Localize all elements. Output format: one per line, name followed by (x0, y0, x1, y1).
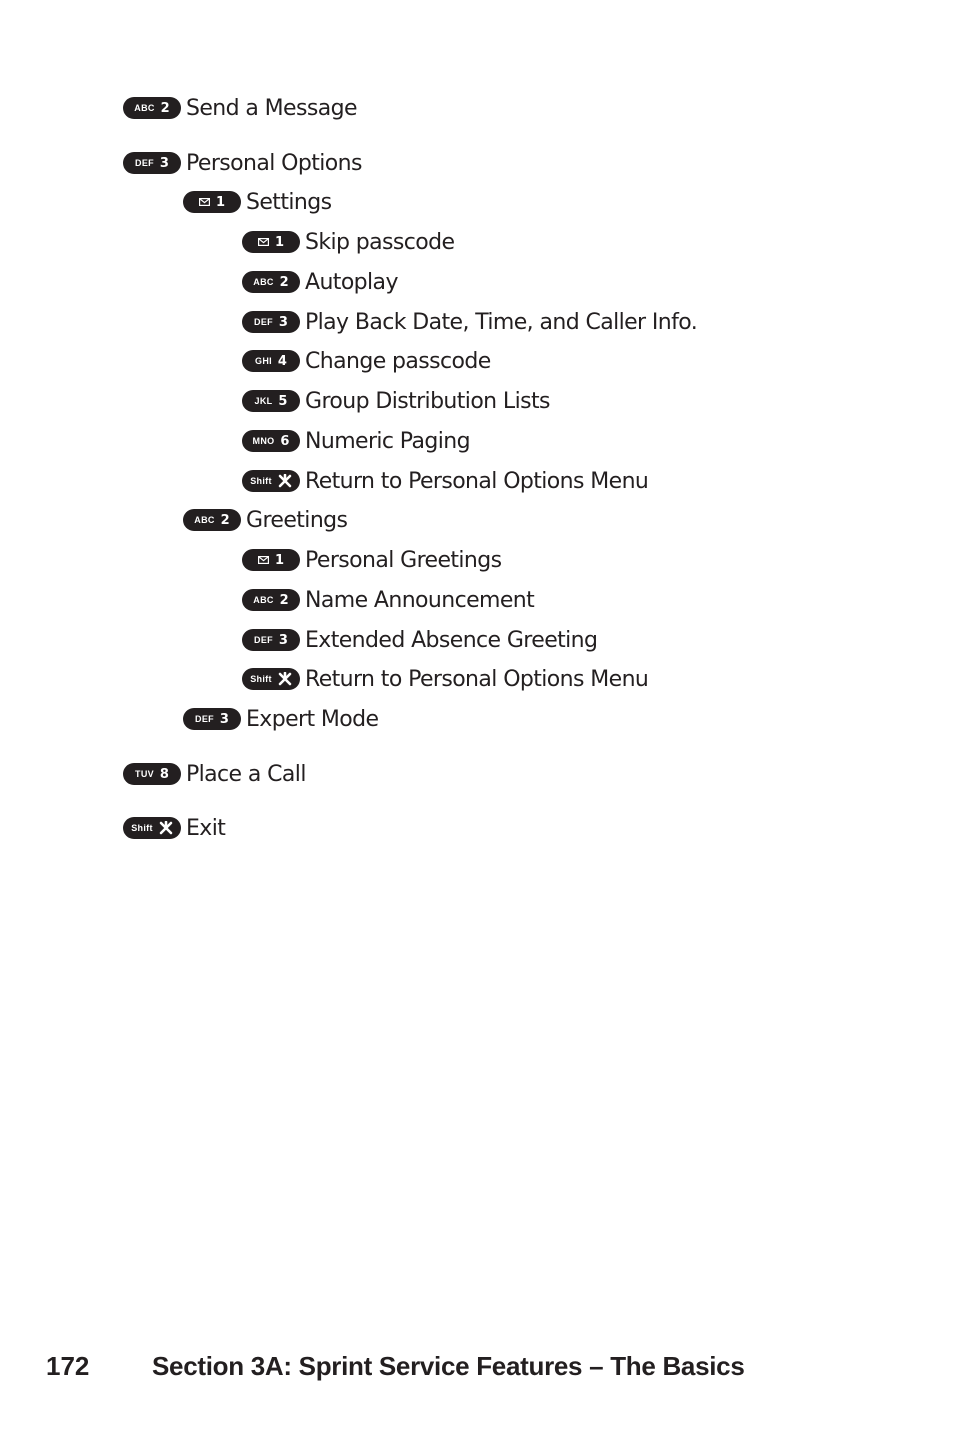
menu-item-label: Place a Call (186, 761, 306, 787)
keypad-key (242, 668, 300, 690)
key-letters: DEF (195, 714, 214, 724)
menu-item-extended-absence-greeting[interactable] (242, 625, 597, 655)
menu-item-skip-passcode[interactable] (242, 227, 454, 257)
menu-item-personal-options[interactable] (123, 148, 362, 178)
menu-item-label: Numeric Paging (305, 428, 470, 454)
menu-item-label: Extended Absence Greeting (305, 627, 598, 653)
key-digit: 3 (278, 314, 288, 330)
key-letters: DEF (254, 635, 273, 645)
key-letters: ABC (253, 277, 274, 287)
envelope-icon (199, 198, 210, 206)
menu-item-personal-greetings[interactable] (242, 545, 502, 575)
page-footer (46, 1348, 745, 1384)
menu-item-change-passcode[interactable] (242, 346, 491, 376)
key-letters: DEF (135, 158, 154, 168)
keypad-key (242, 311, 300, 333)
key-digit: 3 (159, 155, 169, 171)
menu-item-label: Name Announcement (305, 587, 535, 613)
asterisk-icon (278, 672, 292, 686)
menu-item-label: Exit (186, 815, 226, 841)
keypad-key (242, 549, 300, 571)
key-letters: ABC (134, 103, 155, 113)
menu-item-exit[interactable] (123, 813, 225, 843)
menu-item-group-distribution-lists[interactable] (242, 386, 550, 416)
keypad-key (242, 430, 300, 452)
menu-item-greetings[interactable] (183, 505, 347, 535)
key-digit: 2 (279, 274, 289, 290)
key-letters: DEF (254, 317, 273, 327)
menu-item-label: Expert Mode (246, 706, 379, 732)
keypad-key (183, 191, 241, 213)
key-letters: ABC (253, 595, 274, 605)
menu-item-send-message[interactable] (123, 93, 357, 123)
menu-item-return-settings[interactable] (242, 466, 648, 496)
keypad-key (183, 708, 241, 730)
keypad-key (242, 390, 300, 412)
key-letters: Shift (250, 476, 272, 486)
key-digit: 2 (279, 592, 289, 608)
keypad-key (242, 350, 300, 372)
keypad-key (183, 509, 241, 531)
key-letters: JKL (254, 396, 273, 406)
menu-item-label: Autoplay (305, 269, 398, 295)
asterisk-icon (278, 474, 292, 488)
key-digit: 5 (278, 393, 288, 409)
keypad-key (242, 470, 300, 492)
key-digit: 4 (277, 353, 287, 369)
key-digit: 8 (159, 766, 169, 782)
keypad-key (242, 629, 300, 651)
menu-item-label: Greetings (246, 507, 348, 533)
key-digit: 3 (219, 711, 229, 727)
key-digit: 2 (220, 512, 230, 528)
menu-item-return-greetings[interactable] (242, 664, 648, 694)
keypad-key (242, 271, 300, 293)
menu-item-label: Settings (246, 189, 332, 215)
menu-item-label: Personal Greetings (305, 547, 502, 573)
menu-item-autoplay[interactable] (242, 267, 398, 297)
menu-item-label: Play Back Date, Time, and Caller Info. (305, 309, 698, 335)
keypad-key (123, 97, 181, 119)
menu-item-numeric-paging[interactable] (242, 426, 470, 456)
menu-item-settings[interactable] (183, 187, 331, 217)
key-letters: Shift (131, 823, 153, 833)
keypad-key (242, 589, 300, 611)
envelope-icon (258, 556, 269, 564)
menu-item-label: Return to Personal Options Menu (305, 468, 649, 494)
key-digit: 2 (160, 100, 170, 116)
key-letters: TUV (135, 769, 154, 779)
key-digit: 1 (274, 552, 285, 568)
key-letters: ABC (194, 515, 215, 525)
menu-item-label: Send a Message (186, 95, 357, 121)
keypad-key (242, 231, 300, 253)
key-letters: Shift (250, 674, 272, 684)
key-digit: 1 (215, 194, 226, 210)
menu-item-label: Group Distribution Lists (305, 388, 550, 414)
asterisk-icon (159, 821, 173, 835)
menu-item-expert-mode[interactable] (183, 704, 378, 734)
menu-item-label: Personal Options (186, 150, 362, 176)
keypad-key (123, 763, 181, 785)
key-letters: GHI (255, 356, 272, 366)
envelope-icon (258, 238, 269, 246)
menu-item-label: Return to Personal Options Menu (305, 666, 649, 692)
key-digit: 3 (278, 632, 288, 648)
key-letters: MNO (252, 436, 275, 446)
menu-item-play-back-date[interactable] (242, 307, 697, 337)
key-digit: 1 (274, 234, 285, 250)
keypad-key (123, 152, 181, 174)
section-title: Section 3A: Sprint Service Features – The Basics (152, 1350, 745, 1381)
key-digit: 6 (280, 433, 290, 449)
menu-item-name-announcement[interactable] (242, 585, 534, 615)
menu-item-label: Skip passcode (305, 229, 455, 255)
keypad-key (123, 817, 181, 839)
page-number: 172 (46, 1350, 90, 1381)
menu-item-label: Change passcode (305, 348, 491, 374)
menu-item-place-call[interactable] (123, 759, 306, 789)
